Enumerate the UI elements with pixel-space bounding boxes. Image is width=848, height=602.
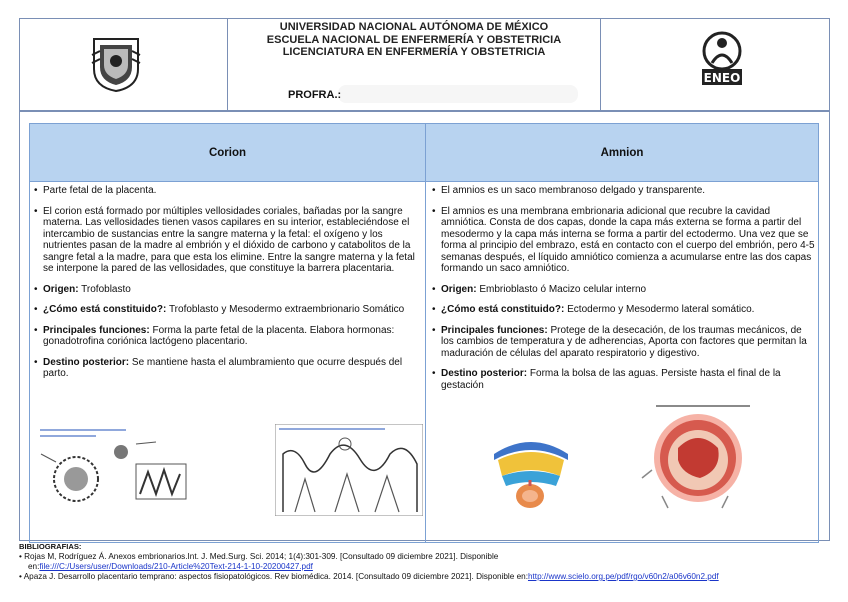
right-logo-cell [600, 19, 831, 110]
redacted-name-area [338, 85, 578, 103]
comparison-table [29, 123, 819, 543]
amnion-item-1: • El amnios es un saco membranoso delgado y transparente. [432, 185, 816, 197]
placenta-diagram-image [275, 424, 423, 516]
amnion-item-4: • ¿Cómo está constituido?: Ectodermo y Mesodermo lateral somático. [432, 304, 816, 316]
amnion-item-3: • Origen: Embrioblasto ó Macizo celular interno [432, 284, 816, 296]
title-line-2: ESCUELA NACIONAL DE ENFERMERÍA Y OBSTETRICIA [266, 33, 562, 46]
amnion-item-6: • Destino posterior: Forma la bolsa de las aguas. Persiste hasta el final de la gestación [432, 368, 816, 391]
header-box [19, 18, 830, 111]
corion-item-2: • El corion está formado por múltiples vellosidades coriales, bañadas por la sangre materna. Las vellosidades tienen vasos capilares en su interior, estableciéndose el intercambio de sustancias entre la sangre materna y la fetal: el oxígeno y los nutrientes pasan de la madre al embrión y el dióxido de carbono y catabolitos de la sangre fetal a la madre, para que esta los elimine. Entre la sangre materna y la fetal se interpone la pared de las vellosidades, que constituye la barrera placentaria. [34, 206, 418, 275]
title-line-3: LICENCIATURA EN ENFERMERÍA Y OBSTETRICIA [282, 46, 546, 58]
bib-link-1[interactable]: file:///C:/Users/user/Downloads/210-Article%20Text-214-1-10-20200427.pdf [39, 562, 313, 571]
bibliography-title: BIBLIOGRAFIAS: [19, 542, 82, 551]
corion-item-3: • Origen: Trofoblasto [34, 284, 418, 296]
header-corion: Corion [30, 124, 426, 181]
bib-entry-1: • Rojas M, Rodríguez Á. Anexos embrionarios.Int. J. Med.Surg. Sci. 2014; 1(4):301-309. [Consultado 09 diciembre 2021]. Disponible [19, 552, 499, 561]
header-amnion: Amnion [426, 124, 818, 181]
corion-item-5: • Principales funciones: Forma la parte fetal de la placenta. Elabora hormonas: gonadotrofina coriónica lactógeno placentario. [34, 325, 418, 348]
corion-item-1: • Parte fetal de la placenta. [34, 185, 418, 197]
membranes-diagram-image [638, 400, 754, 515]
profra-label: PROFRA.: [288, 89, 342, 101]
eneo-logo-text: ENEO [703, 71, 741, 85]
unam-crest-icon [90, 35, 142, 93]
left-logo-cell [20, 19, 228, 110]
title-line-1: UNIVERSIDAD NACIONAL AUTÓNOMA DE MÉXICO [279, 21, 549, 33]
bib-entry-1-cont: en:file:///C:/Users/user/Downloads/210-Article%20Text-214-1-10-20200427.pdf [28, 562, 313, 571]
amnion-item-2: • El amnios es una membrana embrionaria adicional que recubre la cavidad amniótica. Consta de dos capas, donde la capa más externa se forma a partir del mesodermo y la capa más interna se forma a partir del ectodermo. Una vez que se forma al principio del embrazo, está en contacto con el cuerpo del embrión, pero 4-5 semanas después, el líquido amniótico comienza a acumularse entre las dos capas formando un saco amniótico. [432, 206, 816, 275]
bibliography [19, 542, 830, 582]
amnion-column [432, 185, 816, 400]
corion-diagram-image [36, 424, 191, 514]
bib-entry-2: • Apaza J. Desarrollo placentario temprano: aspectos fisiopatológicos. Rev biomédica. 2014. [Consultado 09 diciembre 2021]. Disponible en:http://www.scielo.org.pe/pdf/rgo/v60n2/a06v60n2.pdf [19, 572, 719, 581]
amnion-item-5: • Principales funciones: Protege de la desecación, de los traumas mecánicos, de los cambios de temperatura y de adherencias, Aporta con factores que permitan la maduración de células del aparato respiratorio y digestivo. [432, 325, 816, 360]
institution-titles [228, 21, 600, 59]
amnion-diagram-image [486, 430, 576, 515]
bib-link-2[interactable]: http://www.scielo.org.pe/pdf/rgo/v60n2/a06v60n2.pdf [527, 572, 719, 581]
corion-column [34, 185, 418, 389]
corion-item-6: • Destino posterior: Se mantiene hasta el alumbramiento que ocurre después del parto. [34, 357, 418, 380]
corion-item-4: • ¿Cómo está constituido?: Trofoblasto y Mesodermo extraembrionario Somático [34, 304, 418, 316]
eneo-logo-icon [698, 29, 746, 87]
